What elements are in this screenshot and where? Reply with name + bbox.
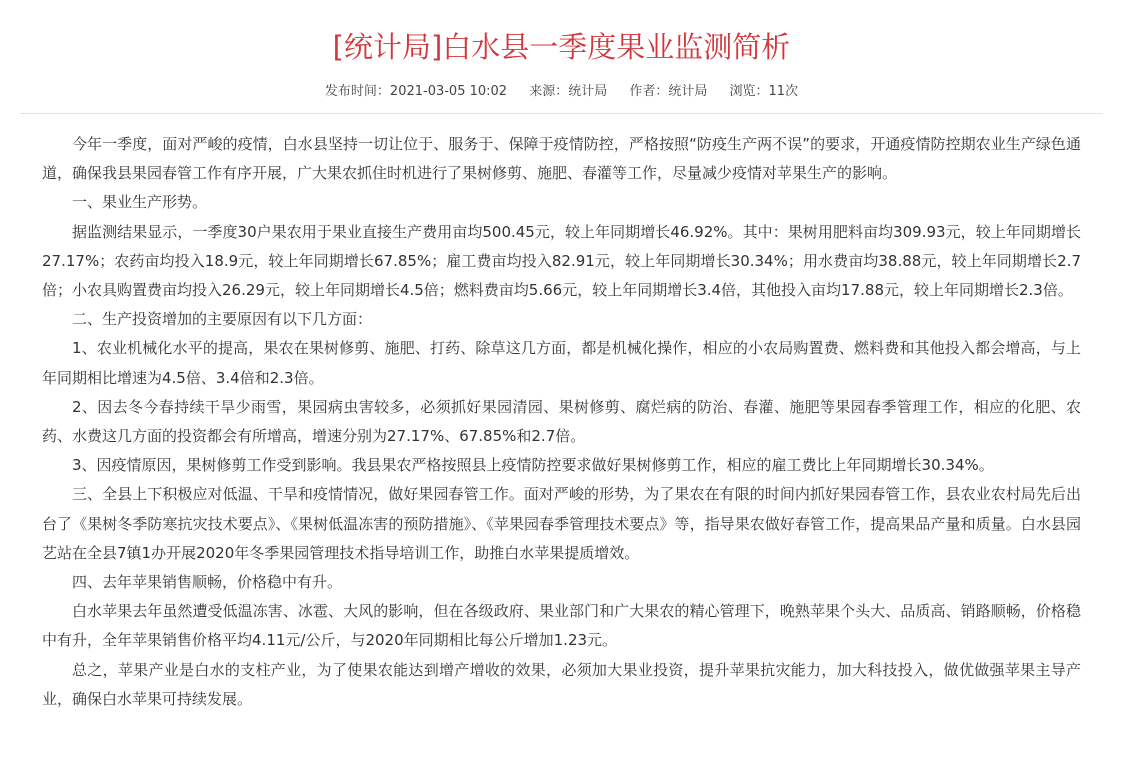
paragraph-reason-2: 2、因去冬今春持续干旱少雨雪，果园病虫害较多，必须抓好果园清园、果树修剪、腐烂病的防治、春灌、施肥等果园春季管理工作，相应的化肥、农药、水费这几方面的投资都会有所增高，增速分别为27.17%、67.85%和2.7倍。 [42,397,1081,446]
article-title: [统计局]白水县一季度果业监测简析 [332,30,791,64]
source: 来源：统计局 [529,84,608,99]
author: 作者：统计局 [629,84,708,99]
section-heading-4: 四、去年苹果销售顺畅，价格稳中有升。 [72,573,343,592]
section-heading-3: 三、全县上下积极应对低温、干旱和疫情情况，做好果园春管工作。面对严峻的形势，为了果农在有限的时间内抓好果园春管工作，县农业农村局先后出台了《果树冬季防寒抗灾技术要点》、《果树低温冻害的预防措施》、《苹果园春季管理技术要点》等，指导果农做好春管工作，提高果品产量和质量。白水县园艺站在全县7镇1办开展2020年冬季果园管理技术指导培训工作，助推白水苹果提质增效。 [42,485,1081,562]
article-body [20,114,1103,714]
paragraph-reason-1: 1、农业机械化水平的提高，果农在果树修剪、施肥、打药、除草这几方面，都是机械化操作，相应的小农局购置费、燃料费和其他投入都会增高，与上年同期相比增速为4.5倍、3.4倍和2.3倍。 [42,339,1081,387]
section-heading-1: 一、果业生产形势。 [72,193,208,212]
paragraph-sales: 白水苹果去年虽然遭受低温冻害、冰雹、大风的影响，但在各级政府、果业部门和广大果农的精心管理下，晚熟苹果个头大、品质高、销路顺畅，价格稳中有升，全年苹果销售价格平均4.11元/公斤，与2020年同期相比每公斤增加1.23元。 [42,602,1081,650]
article-meta [20,81,1103,103]
paragraph-reason-3: 3、因疫情原因，果树修剪工作受到影响。我县果农严格按照县上疫情防控要求做好果树修剪工作，相应的雇工费比上年同期增长30.34%。 [72,456,994,475]
paragraph-monitoring-results: 据监测结果显示，一季度30户果农用于果业直接生产费用亩均500.45元，较上年同期增长46.92%。其中：果树用肥料亩均309.93元，较上年同期增长27.17%；农药亩均投入18.9元，较上年同期增长67.85%；雇工费亩均投入82.91元，较上年同期增长30.34%；用水费亩均38.88元，较上年同期增长2.7倍；小农具购置费亩均投入26.29元，较上年同期增长4.5倍；燃料费亩均5.66元，较上年同期增长3.4倍，其他投入亩均17.88元，较上年同期增长2.3倍。 [42,222,1081,300]
view-count: 浏览：11次 [729,84,799,99]
section-heading-2: 二、生产投资增加的主要原因有以下几方面： [72,310,373,329]
paragraph-conclusion: 总之，苹果产业是白水的支柱产业，为了使果农能达到增产增收的效果，必须加大果业投资，提升苹果抗灾能力，加大科技投入，做优做强苹果主导产业，确保白水苹果可持续发展。 [42,660,1081,708]
paragraph-intro: 今年一季度，面对严峻的疫情，白水县坚持一切让位于、服务于、保障于疫情防控，严格按照“防疫生产两不误”的要求，开通疫情防控期农业生产绿色通道，确保我县果园春管工作有序开展，广大果农抓住时机进行了果树修剪、施肥、春灌等工作，尽量减少疫情对苹果生产的影响。 [42,135,1081,183]
publish-time: 发布时间：2021-03-05 10:02 [324,84,508,99]
